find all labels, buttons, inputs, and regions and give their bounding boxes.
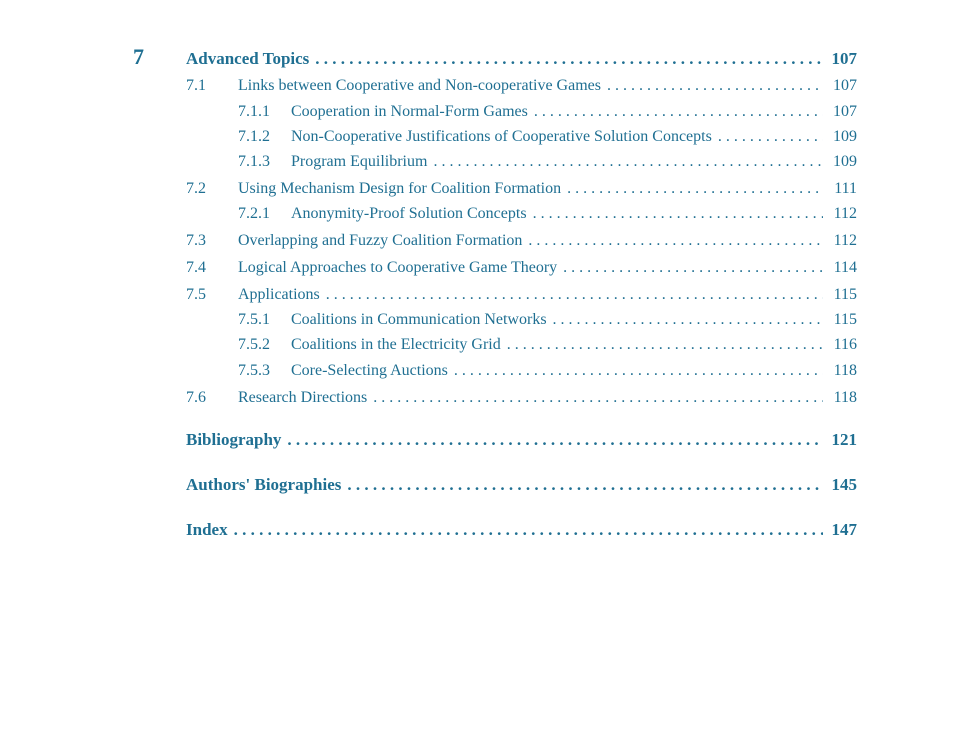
dot-leader	[533, 205, 823, 223]
subsection-page-number: 115	[833, 311, 857, 328]
section-title: Using Mechanism Design for Coalition Formation	[238, 180, 562, 197]
subsection-title: Core-Selecting Auctions	[291, 362, 448, 379]
section-title: Overlapping and Fuzzy Coalition Formation	[238, 232, 523, 249]
toc-entry-7-4[interactable]	[186, 259, 857, 277]
subsection-page-number: 109	[833, 153, 857, 170]
subsection-number: 7.1.2	[238, 128, 270, 145]
subsection-number: 7.1.1	[238, 103, 270, 120]
section-title: Logical Approaches to Cooperative Game Theory	[238, 259, 558, 276]
toc-entry-7-1[interactable]	[186, 77, 857, 95]
section-page-number: 112	[833, 232, 857, 249]
dot-leader	[567, 180, 823, 198]
subsection-page-number: 116	[833, 336, 857, 353]
dot-leader	[507, 336, 823, 354]
chapter-number: 7	[133, 44, 144, 69]
subsection-number: 7.1.3	[238, 153, 270, 170]
toc-entry-7-5[interactable]	[186, 286, 857, 304]
section-number: 7.6	[186, 389, 206, 406]
dot-leader	[607, 77, 823, 95]
toc-entry-7-1-3[interactable]	[238, 153, 857, 171]
dot-leader	[528, 232, 823, 250]
toc-entry-7-5-3[interactable]	[238, 362, 857, 380]
bibliography-page-number: 121	[831, 430, 857, 449]
toc-entry-7-3[interactable]	[186, 232, 857, 250]
subsection-title: Program Equilibrium	[291, 153, 428, 170]
section-number: 7.2	[186, 180, 206, 197]
dot-leader	[315, 49, 823, 69]
toc-entry-7-2-1[interactable]	[238, 205, 857, 223]
subsection-number: 7.2.1	[238, 205, 270, 222]
toc-entry-index[interactable]	[186, 520, 857, 540]
section-number: 7.3	[186, 232, 206, 249]
dot-leader	[454, 362, 823, 380]
subsection-page-number: 107	[833, 103, 857, 120]
bibliography-title: Bibliography	[186, 430, 282, 449]
subsection-page-number: 112	[833, 205, 857, 222]
toc-entry-7-2[interactable]	[186, 180, 857, 198]
subsection-title: Anonymity-Proof Solution Concepts	[291, 205, 527, 222]
dot-leader	[718, 128, 823, 146]
subsection-page-number: 118	[833, 362, 857, 379]
authors-biographies-page-number: 145	[831, 475, 857, 494]
section-title: Links between Cooperative and Non-cooperative Games	[238, 77, 601, 94]
dot-leader	[553, 311, 823, 329]
subsection-number: 7.5.1	[238, 311, 270, 328]
section-number: 7.5	[186, 286, 206, 303]
section-title: Applications	[238, 286, 320, 303]
section-page-number: 111	[834, 180, 857, 197]
toc-entry-bibliography[interactable]	[186, 430, 857, 450]
dot-leader	[326, 286, 823, 304]
index-title: Index	[186, 520, 228, 539]
chapter-title: Advanced Topics	[186, 49, 310, 68]
toc-entry-7-5-1[interactable]	[238, 311, 857, 329]
toc-entry-7-1-2[interactable]	[238, 128, 857, 146]
chapter-page-number: 107	[831, 49, 857, 68]
section-number: 7.1	[186, 77, 206, 94]
subsection-title: Cooperation in Normal-Form Games	[291, 103, 528, 120]
subsection-page-number: 109	[833, 128, 857, 145]
dot-leader	[373, 389, 823, 407]
subsection-number: 7.5.3	[238, 362, 270, 379]
dot-leader	[534, 103, 823, 121]
toc-entry-7-1-1[interactable]	[238, 103, 857, 121]
section-title: Research Directions	[238, 389, 368, 406]
section-page-number: 107	[833, 77, 857, 94]
section-page-number: 115	[833, 286, 857, 303]
subsection-title: Coalitions in Communication Networks	[291, 311, 547, 328]
subsection-title: Non-Cooperative Justifications of Cooperative Solution Concepts	[291, 128, 712, 145]
subsection-title: Coalitions in the Electricity Grid	[291, 336, 501, 353]
section-page-number: 118	[833, 389, 857, 406]
subsection-number: 7.5.2	[238, 336, 270, 353]
dot-leader	[234, 520, 823, 540]
toc-entry-authors-biographies[interactable]	[186, 475, 857, 495]
authors-biographies-title: Authors' Biographies	[186, 475, 342, 494]
dot-leader	[563, 259, 823, 277]
dot-leader	[287, 430, 823, 450]
toc-entry-7-5-2[interactable]	[238, 336, 857, 354]
section-page-number: 114	[833, 259, 857, 276]
dot-leader	[433, 153, 823, 171]
toc-entry-chapter-7[interactable]	[133, 44, 857, 70]
toc-entry-7-6[interactable]	[186, 389, 857, 407]
section-number: 7.4	[186, 259, 206, 276]
dot-leader	[347, 475, 823, 495]
index-page-number: 147	[831, 520, 857, 539]
